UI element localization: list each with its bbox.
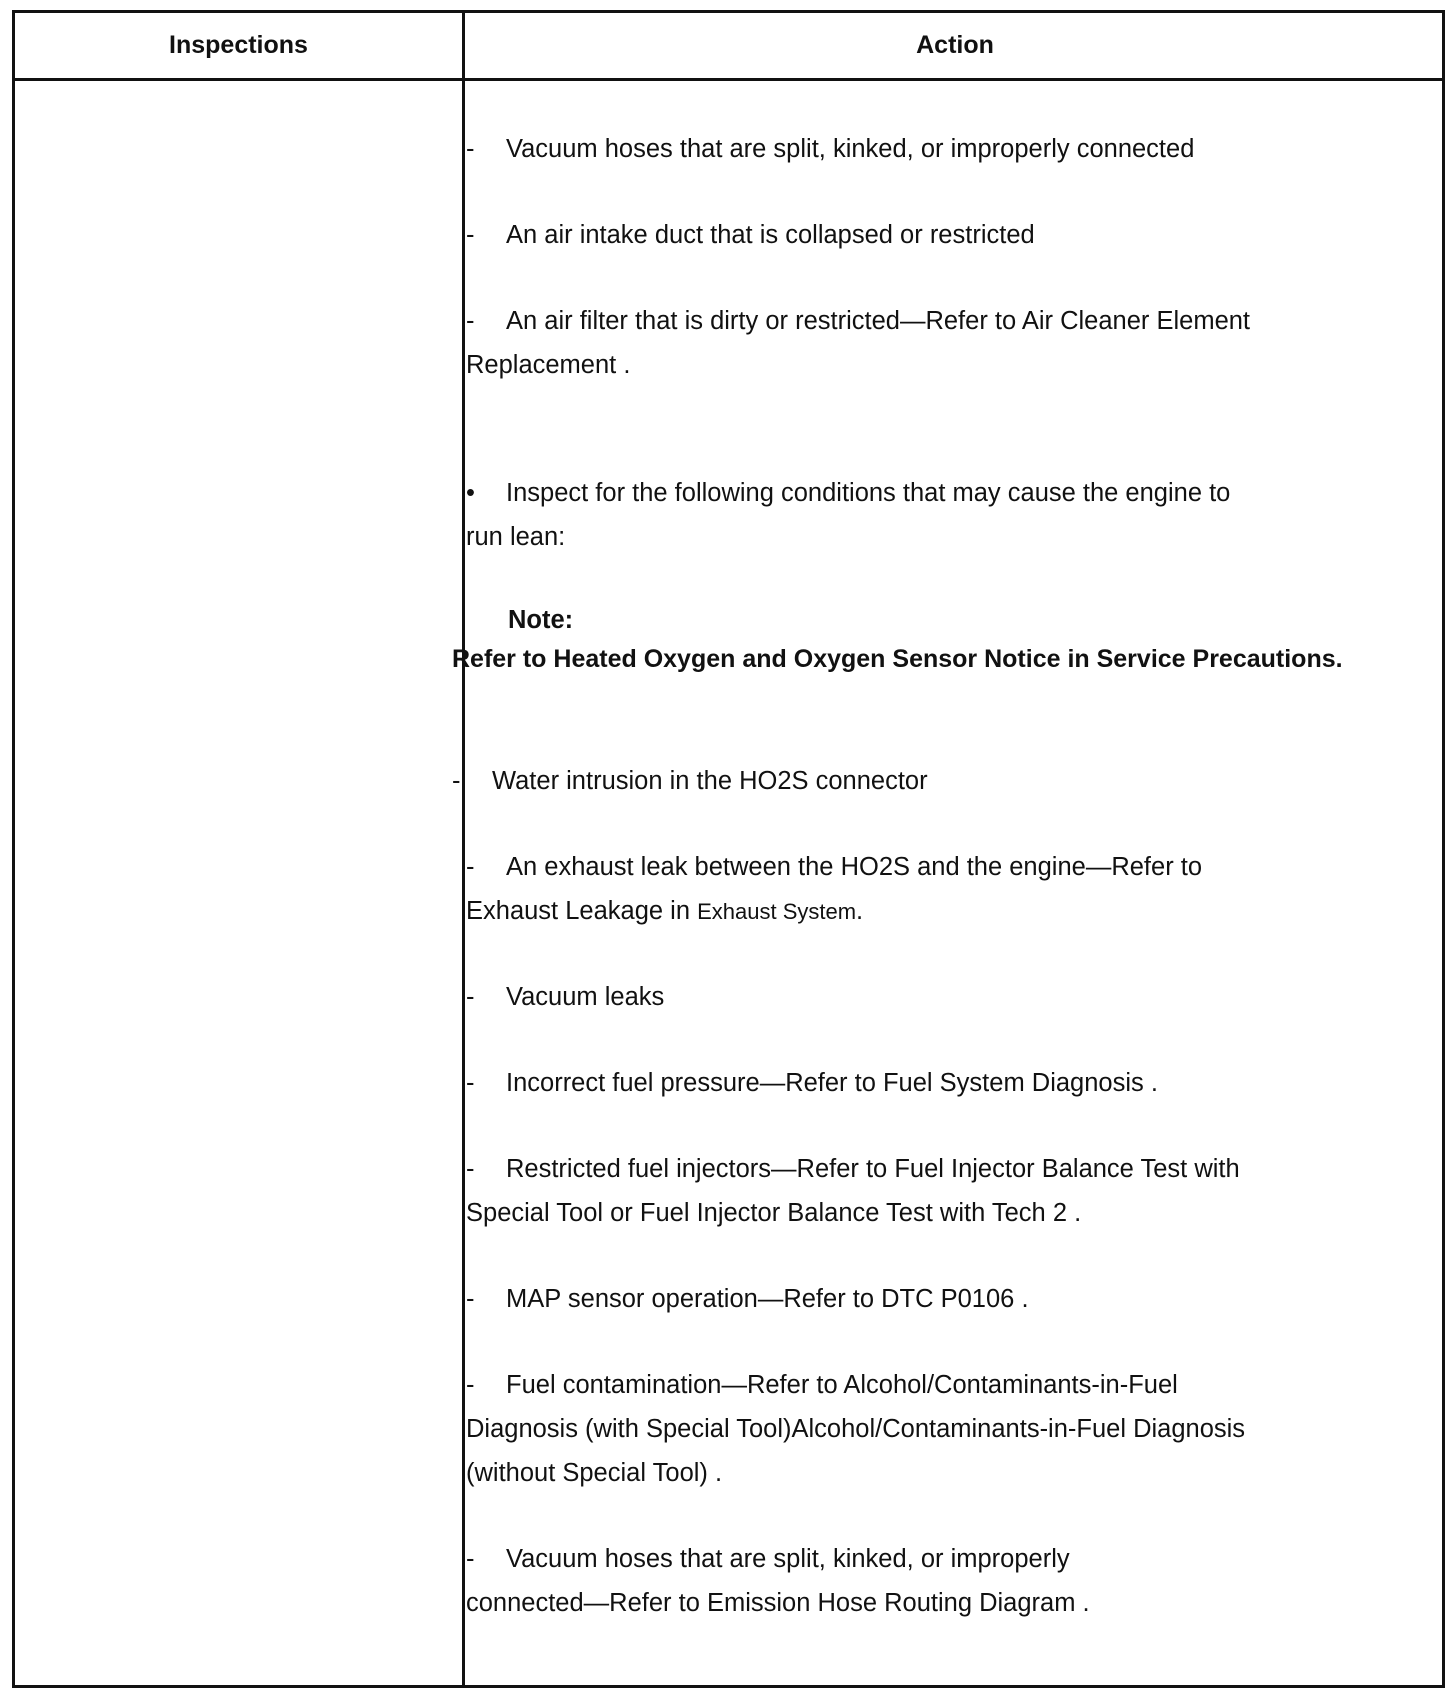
item-text: Fuel contamination—Refer to Alcohol/Contaminants-in-Fuel (506, 1371, 1178, 1399)
header-inspections: Inspections (169, 31, 308, 59)
note-title: Note: (508, 606, 574, 634)
dash-marker: - (452, 767, 461, 795)
item-text-cont: Special Tool or Fuel Injector Balance Test with Tech 2 . (466, 1199, 1082, 1227)
list-item (452, 759, 1352, 803)
list-item (466, 975, 1366, 1019)
dash-marker: - (466, 1545, 475, 1573)
item-text: Vacuum leaks (506, 983, 665, 1011)
dash-marker: - (466, 853, 475, 881)
dash-marker: - (466, 221, 475, 249)
table-header (15, 13, 1442, 81)
list-item (466, 471, 1366, 559)
header-action: Action (916, 31, 994, 59)
dash-marker: - (466, 307, 475, 335)
list-item (466, 213, 1366, 257)
list-item (466, 1061, 1366, 1105)
item-text: Inspect for the following conditions that may cause the engine to (506, 479, 1231, 507)
list-item (466, 299, 1366, 387)
list-item (466, 1147, 1366, 1235)
item-text: MAP sensor operation—Refer to DTC P0106 . (506, 1285, 1029, 1313)
list-item (466, 1537, 1366, 1625)
item-text-cont: (without Special Tool) . (466, 1459, 723, 1487)
item-text: Restricted fuel injectors—Refer to Fuel Injector Balance Test with (506, 1155, 1240, 1183)
dash-marker: - (466, 1155, 475, 1183)
dash-marker: - (466, 135, 475, 163)
item-text-cont: Replacement . (466, 351, 631, 379)
item-text-cont: connected—Refer to Emission Hose Routing Diagram . (466, 1589, 1090, 1617)
item-text: Water intrusion in the HO2S connector (492, 767, 928, 795)
bullet-marker: • (466, 479, 475, 507)
note-text: Refer to Heated Oxygen and Oxygen Sensor Notice in Service Precautions. (452, 645, 1343, 673)
item-text: An air intake duct that is collapsed or restricted (506, 221, 1035, 249)
item-text-cont: run lean: (466, 523, 566, 551)
item-text: An air filter that is dirty or restricted—Refer to Air Cleaner Element (506, 307, 1251, 335)
item-text-cont-end: . (856, 897, 864, 925)
dash-marker: - (466, 983, 475, 1011)
item-text: Vacuum hoses that are split, kinked, or improperly (506, 1545, 1070, 1573)
dash-marker: - (466, 1371, 475, 1399)
dash-marker: - (466, 1069, 475, 1097)
list-item (466, 845, 1366, 934)
item-text: An exhaust leak between the HO2S and the engine—Refer to (506, 853, 1203, 881)
inspections-cell (15, 81, 462, 1685)
item-text-cont: Diagnosis (with Special Tool)Alcohol/Contaminants-in-Fuel Diagnosis (466, 1415, 1246, 1443)
list-item (466, 1277, 1366, 1321)
item-text-cont-link: Exhaust System (697, 899, 857, 924)
item-text: Incorrect fuel pressure—Refer to Fuel System Diagnosis . (506, 1069, 1158, 1097)
dash-marker: - (466, 1285, 475, 1313)
column-divider (462, 13, 465, 1685)
item-text-cont: Exhaust Leakage in (466, 897, 698, 925)
list-item (466, 1363, 1366, 1495)
list-item (466, 127, 1366, 171)
item-text: Vacuum hoses that are split, kinked, or improperly connected (506, 135, 1195, 163)
